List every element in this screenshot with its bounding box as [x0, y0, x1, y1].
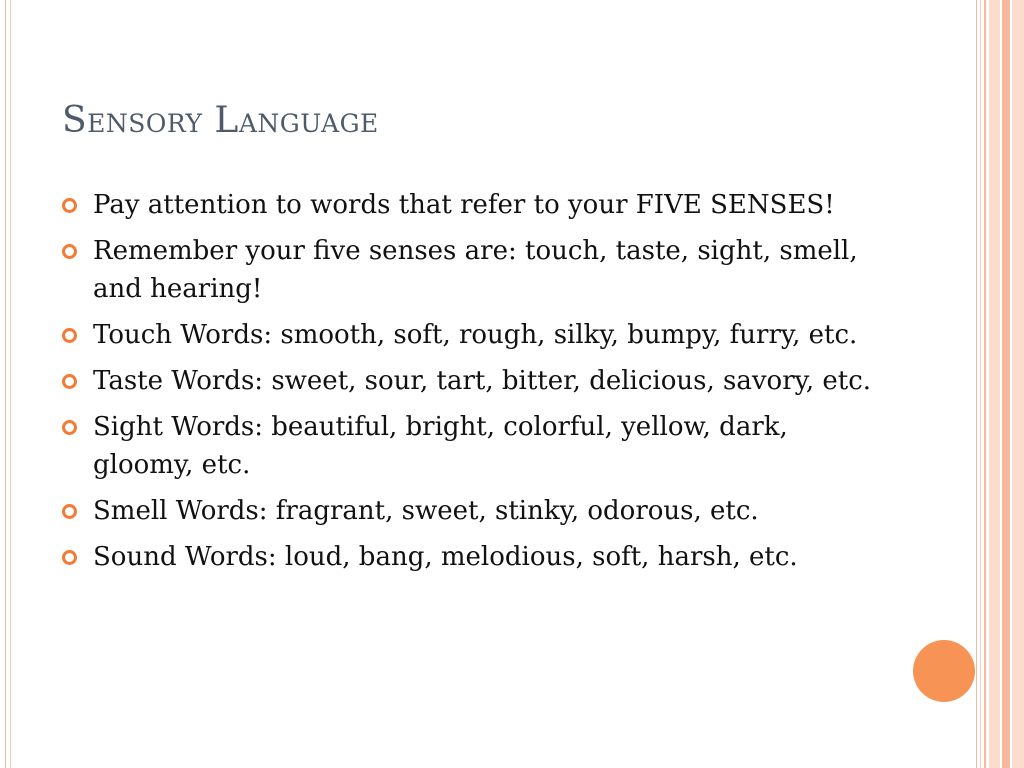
slide-title: Sensory Language [62, 100, 379, 141]
stripe [989, 0, 1000, 768]
stripe [1002, 0, 1010, 768]
bullet-list [62, 186, 882, 584]
bullet-text: Pay attention to words that refer to your FIVE SENSES! [93, 190, 835, 220]
bullet-text: Taste Words: sweet, sour, tart, bitter, delicious, savory, etc. [93, 366, 872, 396]
bullet-text: Remember your five senses are: touch, taste, sight, smell, and hearing! [93, 236, 858, 304]
ring-bullet-icon [62, 198, 77, 213]
bullet-item [62, 538, 882, 576]
ring-bullet-icon [62, 374, 77, 389]
bullet-item [62, 186, 882, 224]
bullet-text: Smell Words: fragrant, sweet, stinky, odorous, etc. [93, 496, 759, 526]
ring-bullet-icon [62, 420, 77, 435]
bullet-item [62, 362, 882, 400]
stripe [984, 0, 986, 768]
ring-bullet-icon [62, 504, 77, 519]
bullet-text: Sound Words: loud, bang, melodious, soft, harsh, etc. [93, 542, 798, 572]
bullet-item [62, 408, 882, 484]
stripe [980, 0, 981, 768]
orange-circle-decoration [913, 640, 975, 702]
ring-bullet-icon [62, 550, 77, 565]
stripe [1012, 0, 1024, 768]
bullet-text: Sight Words: beautiful, bright, colorful, yellow, dark, gloomy, etc. [93, 412, 788, 480]
bullet-item [62, 492, 882, 530]
left-border-line [5, 0, 6, 768]
stripe [976, 0, 977, 768]
left-border-line [10, 0, 11, 768]
ring-bullet-icon [62, 328, 77, 343]
ring-bullet-icon [62, 244, 77, 259]
bullet-item [62, 316, 882, 354]
bullet-text: Touch Words: smooth, soft, rough, silky, bumpy, furry, etc. [93, 320, 858, 350]
bullet-item [62, 232, 882, 308]
right-decorative-stripes [976, 0, 1024, 768]
